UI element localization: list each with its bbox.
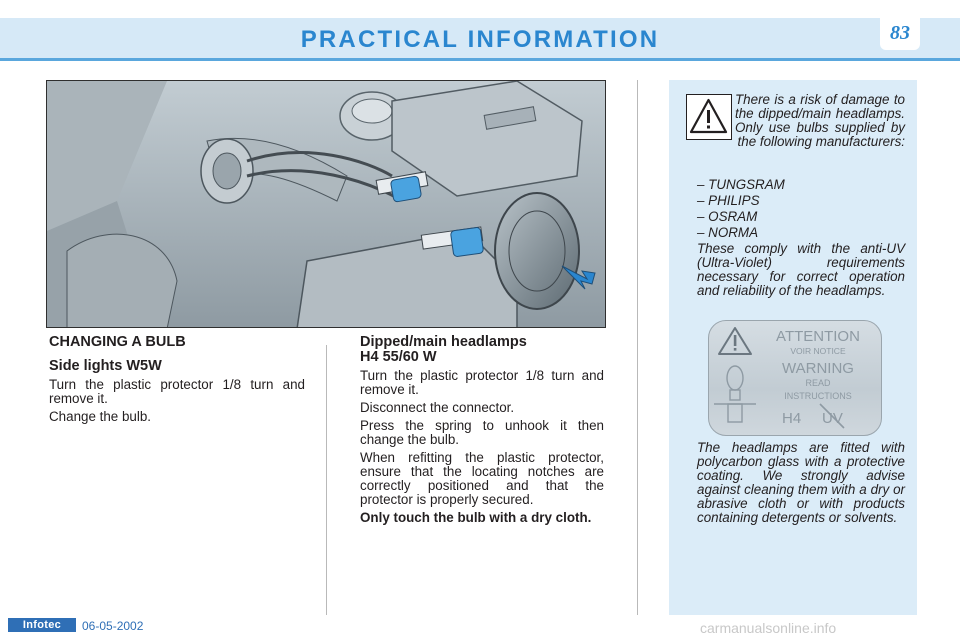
- headlamp-glass-note: The headlamps are fitted with polycarbon glass with a protective coating. We strongly advise against cleaning them with a dry or abrasive cloth or with products containing detergents or solvents.: [697, 440, 905, 525]
- subheading-line-1: Dipped/main headlamps: [360, 334, 527, 350]
- manufacturer-list: [697, 177, 905, 241]
- instruction-paragraph: Disconnect the connector.: [360, 400, 515, 415]
- instruction-paragraph: When refitting the plastic protector, ensure that the locating notches are correctly positioned and that the protector is properly secured.: [360, 450, 604, 507]
- label-uv: UV: [822, 410, 843, 427]
- engine-bay-illustration: [46, 80, 606, 328]
- list-item: – OSRAM: [697, 209, 758, 224]
- label-warning: WARNING: [782, 360, 854, 377]
- instruction-paragraph: Turn the plastic protector 1/8 turn and remove it.: [49, 377, 305, 406]
- dry-cloth-note: Only touch the bulb with a dry cloth.: [360, 510, 592, 525]
- publication-date: 06-05-2002: [82, 619, 144, 633]
- side-lights-section: [49, 335, 305, 428]
- label-read: READ: [805, 378, 831, 388]
- section-heading: CHANGING A BULB: [49, 334, 186, 350]
- warning-triangle-icon: [686, 94, 732, 140]
- instruction-paragraph: Turn the plastic protector 1/8 turn and remove it.: [360, 368, 604, 397]
- list-item: – PHILIPS: [697, 193, 760, 208]
- subheading-headlamps: [360, 335, 604, 365]
- watermark-text: carmanualsonline.info: [700, 620, 837, 636]
- subheading-side-lights: Side lights W5W: [49, 358, 162, 374]
- instruction-paragraph: Change the bulb.: [49, 409, 151, 424]
- headlamps-section: [360, 335, 604, 529]
- label-voir-notice: VOIR NOTICE: [790, 346, 846, 356]
- label-bulb-icon: [714, 366, 756, 422]
- damage-warning-text: There is a risk of damage to the dipped/main headlamps. Only use bulbs supplied by the following manufacturers:: [735, 92, 905, 149]
- column-divider-right: [637, 80, 638, 615]
- label-h4: H4: [782, 410, 802, 427]
- subheading-line-2: H4 55/60 W: [360, 349, 437, 365]
- instruction-paragraph: Press the spring to unhook it then change the bulb.: [360, 418, 604, 447]
- infotec-logo: Infotec: [8, 618, 76, 632]
- label-instructions: INSTRUCTIONS: [784, 391, 852, 401]
- list-item: – NORMA: [697, 225, 759, 240]
- page-number: 83: [880, 18, 920, 50]
- anti-uv-compliance-text: These comply with the anti-UV (Ultra-Violet) requirements necessary for correct operation and reliability of the headlamps.: [697, 241, 905, 298]
- label-attention: ATTENTION: [776, 328, 860, 345]
- column-divider-left: [326, 345, 327, 615]
- page-title: PRACTICAL INFORMATION: [300, 26, 660, 53]
- list-item: – TUNGSRAM: [697, 177, 785, 192]
- header-rule: [0, 58, 960, 61]
